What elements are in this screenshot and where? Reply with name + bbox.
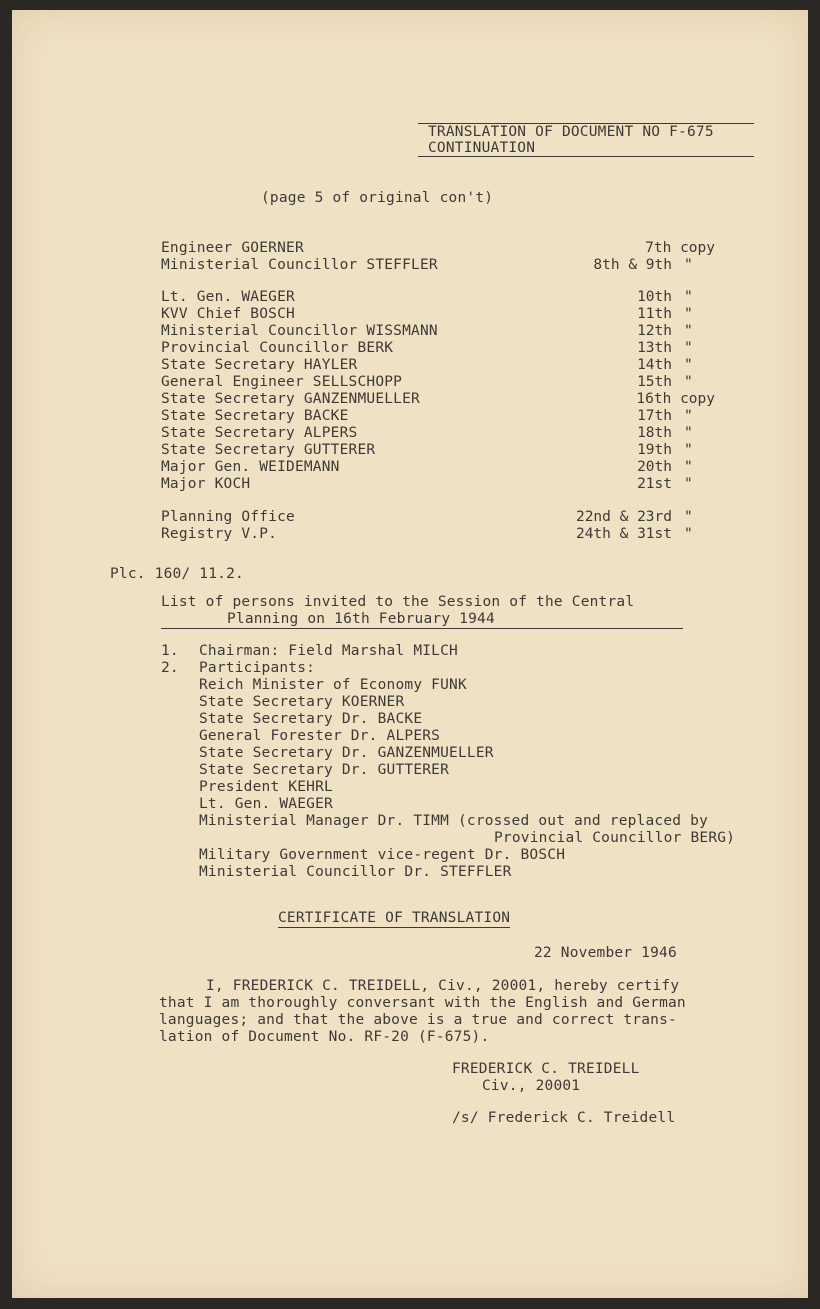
distribution-name: Provincial Councillor BERK bbox=[161, 340, 394, 356]
ditto-mark: " bbox=[684, 408, 693, 424]
distribution-name: Major Gen. WEIDEMANN bbox=[161, 459, 340, 475]
distribution-name: KVV Chief BOSCH bbox=[161, 306, 295, 322]
signatory-id: Civ., 20001 bbox=[482, 1078, 581, 1094]
participant-item: State Secretary Dr. GUTTERER bbox=[199, 762, 450, 778]
participant-item: Ministerial Manager Dr. TIMM (crossed out and replaced by bbox=[199, 813, 708, 829]
distribution-name: State Secretary BACKE bbox=[161, 408, 349, 424]
document-header bbox=[418, 123, 754, 157]
chairman-number: 1. bbox=[161, 643, 179, 659]
distribution-copy: 19th bbox=[637, 442, 672, 458]
participants-label: Participants: bbox=[199, 660, 316, 676]
ditto-mark: " bbox=[684, 357, 693, 373]
distribution-copy: 14th bbox=[637, 357, 672, 373]
ditto-mark: " bbox=[684, 374, 693, 390]
distribution-copy: 7th copy bbox=[645, 240, 715, 256]
distribution-copy: 18th bbox=[637, 425, 672, 441]
distribution-name: Major KOCH bbox=[161, 476, 251, 492]
distribution-copy: 13th bbox=[637, 340, 672, 356]
signature-line: /s/ Frederick C. Treidell bbox=[452, 1110, 676, 1126]
participant-item: Provincial Councillor BERG) bbox=[494, 830, 736, 846]
distribution-name: Ministerial Councillor STEFFLER bbox=[161, 257, 438, 273]
distribution-name: General Engineer SELLSCHOPP bbox=[161, 374, 403, 390]
participant-item: Military Government vice-regent Dr. BOSCH bbox=[199, 847, 566, 863]
distribution-name: State Secretary HAYLER bbox=[161, 357, 358, 373]
participant-item: Reich Minister of Economy FUNK bbox=[199, 677, 467, 693]
page-note: (page 5 of original con't) bbox=[261, 190, 494, 206]
certificate-body-line-1: I, FREDERICK C. TREIDELL, Civ., 20001, hereby certify bbox=[206, 978, 680, 994]
distribution-copy: 22nd & 23rd bbox=[575, 509, 672, 525]
ditto-mark: " bbox=[684, 425, 693, 441]
distribution-copy: 21st bbox=[637, 476, 672, 492]
chairman-line: Chairman: Field Marshal MILCH bbox=[199, 643, 458, 659]
certificate-body-line-3: languages; and that the above is a true and correct trans- bbox=[159, 1012, 677, 1028]
distribution-name: Ministerial Councillor WISSMANN bbox=[161, 323, 438, 339]
distribution-copy: 10th bbox=[637, 289, 672, 305]
ditto-mark: " bbox=[684, 476, 693, 492]
list-title-line-1: List of persons invited to the Session of the Central bbox=[161, 594, 635, 610]
ditto-mark: " bbox=[684, 526, 693, 542]
distribution-copy: 11th bbox=[637, 306, 672, 322]
participants-number: 2. bbox=[161, 660, 179, 676]
ditto-mark: " bbox=[684, 323, 693, 339]
distribution-copy: 20th bbox=[637, 459, 672, 475]
distribution-copy: 17th bbox=[637, 408, 672, 424]
list-title-line-2: Planning on 16th February 1944 bbox=[161, 611, 683, 629]
certificate-title: CERTIFICATE OF TRANSLATION bbox=[278, 910, 511, 926]
ditto-mark: " bbox=[684, 459, 693, 475]
distribution-copy: 24th & 31st bbox=[575, 526, 672, 542]
header-title: TRANSLATION OF DOCUMENT NO F-675 bbox=[428, 124, 714, 140]
participant-item: General Forester Dr. ALPERS bbox=[199, 728, 441, 744]
distribution-copy: 15th bbox=[637, 374, 672, 390]
ditto-mark: " bbox=[684, 509, 693, 525]
participant-item: Ministerial Councillor Dr. STEFFLER bbox=[199, 864, 512, 880]
participant-item: State Secretary KOERNER bbox=[199, 694, 405, 710]
certificate-body-line-2: that I am thoroughly conversant with the English and German bbox=[159, 995, 686, 1011]
ditto-mark: " bbox=[684, 289, 693, 305]
distribution-name: Registry V.P. bbox=[161, 526, 278, 542]
distribution-name: Lt. Gen. WAEGER bbox=[161, 289, 295, 305]
participant-item: President KEHRL bbox=[199, 779, 333, 795]
certificate-date: 22 November 1946 bbox=[534, 945, 677, 961]
participant-item: State Secretary Dr. GANZENMUELLER bbox=[199, 745, 494, 761]
ditto-mark: " bbox=[684, 257, 693, 273]
document-page bbox=[12, 10, 808, 1298]
ditto-mark: " bbox=[684, 340, 693, 356]
certificate-body-line-4: lation of Document No. RF-20 (F-675). bbox=[159, 1029, 490, 1045]
distribution-name: State Secretary GANZENMUELLER bbox=[161, 391, 420, 407]
ditto-mark: " bbox=[684, 306, 693, 322]
distribution-name: State Secretary ALPERS bbox=[161, 425, 358, 441]
distribution-name: State Secretary GUTTERER bbox=[161, 442, 376, 458]
distribution-copy: 12th bbox=[637, 323, 672, 339]
ditto-mark: " bbox=[684, 442, 693, 458]
distribution-name: Engineer GOERNER bbox=[161, 240, 304, 256]
participant-item: Lt. Gen. WAEGER bbox=[199, 796, 333, 812]
distribution-copy: 8th & 9th bbox=[593, 257, 672, 273]
reference-number: Plc. 160/ 11.2. bbox=[110, 566, 244, 582]
participant-item: State Secretary Dr. BACKE bbox=[199, 711, 423, 727]
signatory-name: FREDERICK C. TREIDELL bbox=[452, 1061, 640, 1077]
distribution-name: Planning Office bbox=[161, 509, 295, 525]
header-continuation: CONTINUATION bbox=[428, 140, 536, 156]
distribution-copy: 16th copy bbox=[636, 391, 715, 407]
